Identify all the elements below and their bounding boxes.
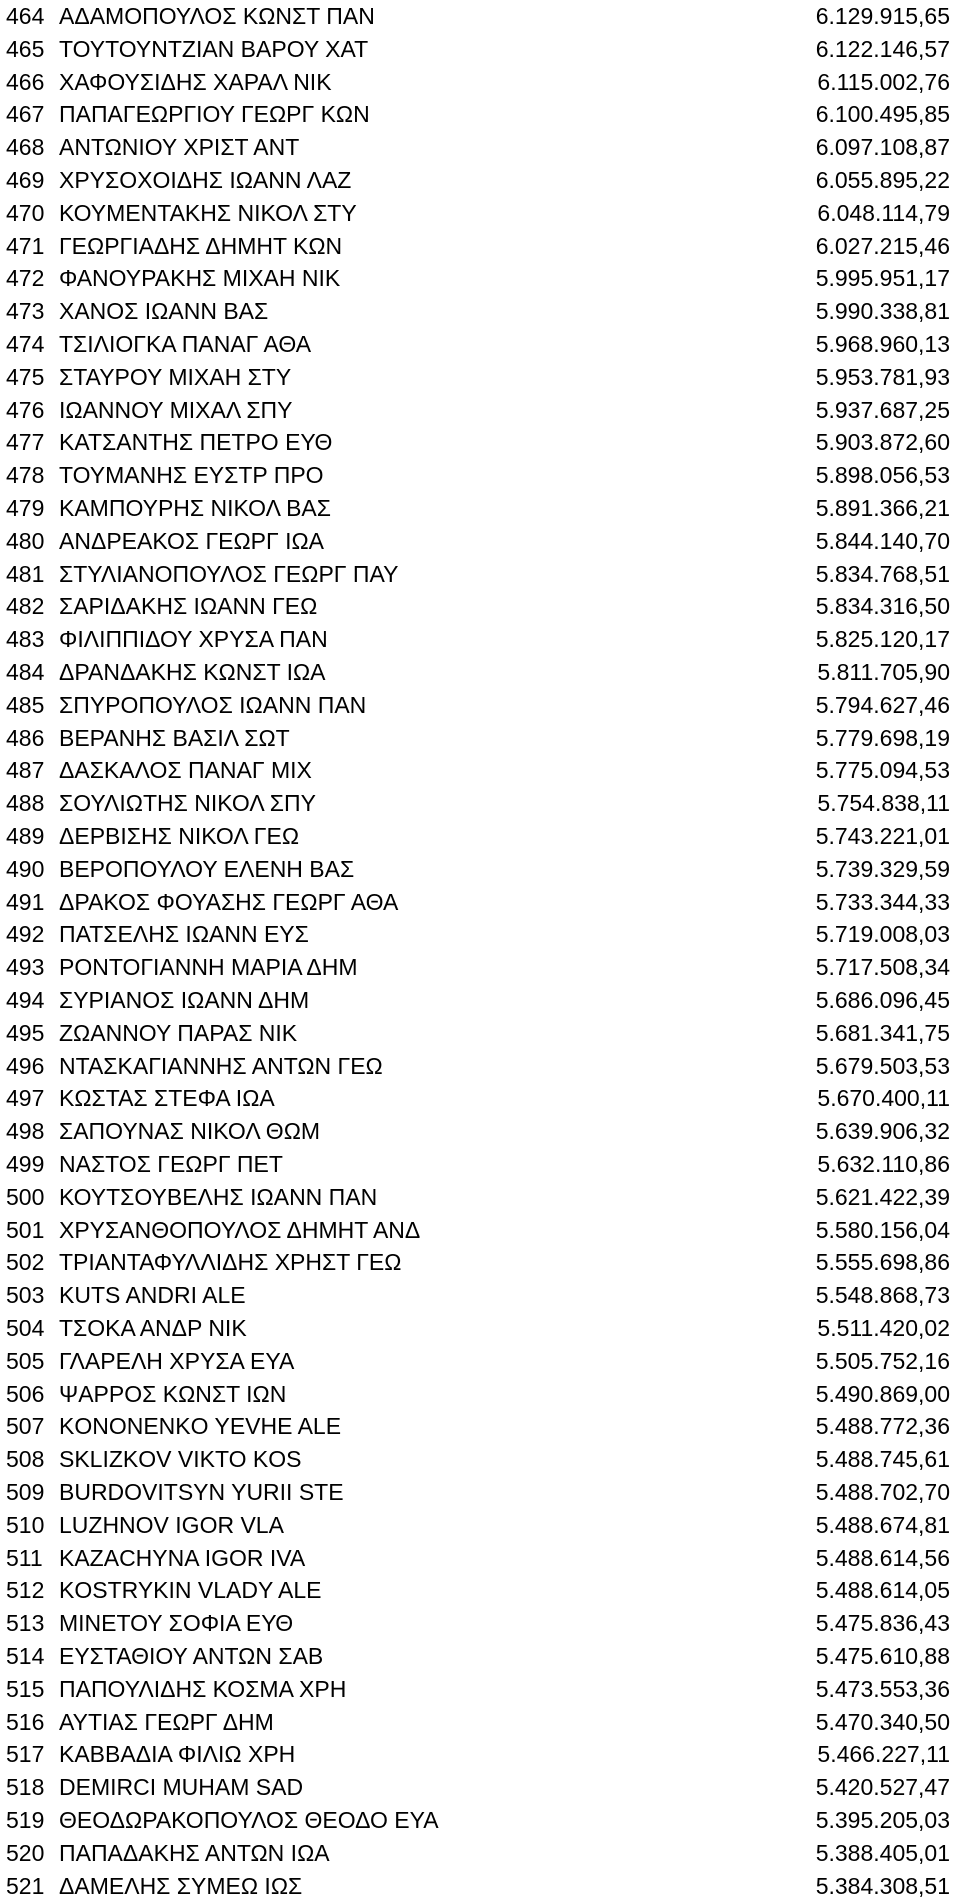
amount-value: 5.488.614,56 (815, 1544, 950, 1571)
person-name: ΧΡΥΣΑΝΘΟΠΟΥΛΟΣ ΔΗΜΗΤ ΑΝΔ (59, 1216, 421, 1243)
person-name: ΔΡΑΝΔΑΚΗΣ ΚΩΝΣΤ ΙΩΑ (59, 659, 326, 685)
person-name: ΝΤΑΣΚΑΓΙΑΝΝΗΣ ΑΝΤΩΝ ΓΕΩ (59, 1052, 383, 1079)
amount-value: 5.686.096,45 (815, 987, 950, 1013)
rank-number: 505 (6, 1347, 45, 1374)
list-row (0, 1279, 960, 1311)
rank-number: 486 (6, 724, 45, 751)
rank-number: 471 (6, 232, 45, 259)
person-name: ΚΑΜΠΟΥΡΗΣ ΝΙΚΟΛ ΒΑΣ (59, 495, 331, 521)
list-row (0, 1771, 960, 1803)
amount-value: 5.488.614,05 (815, 1577, 950, 1604)
list-row (0, 951, 960, 983)
list-row (0, 164, 960, 196)
list-row (0, 590, 960, 622)
person-name: ΧΑΝΟΣ ΙΩΑΝΝ ΒΑΣ (59, 298, 269, 325)
amount-value: 5.395.205,03 (815, 1807, 950, 1833)
rank-number: 468 (6, 134, 45, 161)
rank-number: 492 (6, 921, 45, 948)
person-name: KOSTRYKIN VLADY ALE (59, 1577, 322, 1604)
list-row (0, 1410, 960, 1442)
person-name: ΣΠΥΡΟΠΟΥΛΟΣ ΙΩΑΝΝ ΠΑΝ (59, 691, 367, 718)
amount-value: 5.834.768,51 (815, 560, 950, 587)
amount-value: 5.681.341,75 (815, 1019, 950, 1046)
list-row (0, 1673, 960, 1705)
amount-value: 6.048.114,79 (817, 199, 950, 226)
person-name: ΒΕΡΑΝΗΣ ΒΑΣΙΛ ΣΩΤ (59, 724, 290, 751)
amount-value: 5.488.702,70 (815, 1479, 950, 1505)
amount-value: 5.475.610,88 (815, 1643, 950, 1669)
list-row (0, 459, 960, 491)
amount-value: 5.733.344,33 (815, 888, 950, 915)
person-name: ΤΡΙΑΝΤΑΦΥΛΛΙΔΗΣ ΧΡΗΣΤ ΓΕΩ (59, 1249, 402, 1276)
list-row (0, 1804, 960, 1836)
amount-value: 5.844.140,70 (815, 527, 950, 554)
list-row (0, 1607, 960, 1639)
list-row (0, 98, 960, 130)
rank-number: 516 (6, 1708, 45, 1735)
amount-value: 5.743.221,01 (815, 823, 950, 849)
person-name: KUTS ANDRI ALE (59, 1282, 246, 1309)
rank-number: 475 (6, 363, 45, 390)
amount-value: 5.891.366,21 (815, 495, 950, 521)
rank-number: 521 (6, 1872, 45, 1899)
rank-number: 517 (6, 1741, 45, 1768)
list-row (0, 656, 960, 688)
person-name: ΔΡΑΚΟΣ ΦΟΥΑΣΗΣ ΓΕΩΡΓ ΑΘΑ (59, 888, 399, 915)
person-name: KAZACHYNA IGOR IVA (59, 1544, 306, 1571)
person-name: ΕΥΣΤΑΘΙΟΥ ΑΝΤΩΝ ΣΑΒ (59, 1643, 324, 1669)
amount-value: 5.388.405,01 (815, 1839, 950, 1866)
person-name: ΤΟΥΤΟΥΝΤΖΙΑΝ ΒΑΡΟΥ ΧΑΤ (59, 35, 369, 62)
rank-number: 479 (6, 495, 45, 521)
list-row (0, 1082, 960, 1114)
amount-value: 5.490.869,00 (815, 1380, 950, 1407)
rank-number: 518 (6, 1774, 45, 1801)
person-name: ΓΕΩΡΓΙΑΔΗΣ ΔΗΜΗΤ ΚΩΝ (59, 232, 343, 259)
rank-number: 487 (6, 757, 45, 784)
rank-number: 491 (6, 888, 45, 915)
list-row (0, 754, 960, 786)
rank-number: 490 (6, 855, 45, 882)
list-row (0, 820, 960, 852)
amount-value: 5.639.906,32 (815, 1118, 950, 1145)
list-row (0, 0, 960, 32)
amount-value: 5.968.960,13 (815, 331, 950, 357)
list-row (0, 426, 960, 458)
rank-number: 482 (6, 593, 45, 620)
list-row (0, 262, 960, 294)
rank-number: 481 (6, 560, 45, 587)
list-row (0, 1378, 960, 1410)
amount-value: 5.775.094,53 (815, 757, 950, 784)
person-name: ΖΩΑΝΝΟΥ ΠΑΡΑΣ ΝΙΚ (59, 1019, 298, 1046)
person-name: ΚΟΥΤΣΟΥΒΕΛΗΣ ΙΩΑΝΝ ΠΑΝ (59, 1183, 378, 1210)
amount-value: 5.470.340,50 (815, 1708, 950, 1735)
person-name: ΔΑΜΕΛΗΣ ΣΥΜΕΩ ΙΩΣ (59, 1872, 303, 1899)
list-row (0, 1443, 960, 1475)
amount-value: 5.834.316,50 (815, 593, 950, 620)
rank-number: 510 (6, 1511, 45, 1538)
rank-number: 472 (6, 265, 45, 292)
person-name: ΑΔΑΜΟΠΟΥΛΟΣ ΚΩΝΣΤ ΠΑΝ (59, 3, 375, 29)
rank-number: 470 (6, 199, 45, 226)
rank-number: 520 (6, 1839, 45, 1866)
rank-number: 488 (6, 790, 45, 817)
person-name: ΜΙΝΕΤΟΥ ΣΟΦΙΑ ΕΥΘ (59, 1610, 294, 1637)
list-row (0, 295, 960, 327)
person-name: SKLIZKOV VIKTO KOS (59, 1446, 302, 1473)
rank-number: 464 (6, 3, 45, 29)
person-name: ΝΑΣΤΟΣ ΓΕΩΡΓ ΠΕΤ (59, 1151, 283, 1177)
list-row (0, 722, 960, 754)
amount-value: 6.055.895,22 (815, 167, 950, 193)
person-name: ΘΕΟΔΩΡΑΚΟΠΟΥΛΟΣ ΘΕΟΔΟ ΕΥΑ (59, 1807, 439, 1833)
person-name: ΠΑΠΑΔΑΚΗΣ ΑΝΤΩΝ ΙΩΑ (59, 1839, 330, 1866)
amount-value: 5.473.553,36 (815, 1675, 950, 1702)
rank-number: 466 (6, 68, 45, 95)
rank-number: 506 (6, 1380, 45, 1407)
amount-value: 5.779.698,19 (815, 724, 950, 751)
rank-number: 485 (6, 691, 45, 718)
person-name: ΦΙΛΙΠΠΙΔΟΥ ΧΡΥΣΑ ΠΑΝ (59, 626, 328, 653)
rank-number: 484 (6, 659, 45, 685)
list-row (0, 1017, 960, 1049)
person-name: BURDOVITSYN YURII STE (59, 1479, 344, 1505)
rank-number: 513 (6, 1610, 45, 1637)
amount-value: 5.754.838,11 (817, 790, 950, 817)
rank-number: 504 (6, 1315, 45, 1341)
person-name: ΤΣΙΛΙΟΓΚΑ ΠΑΝΑΓ ΑΘΑ (59, 331, 312, 357)
list-row (0, 66, 960, 98)
rank-number: 483 (6, 626, 45, 653)
person-name: ΠΑΠΑΓΕΩΡΓΙΟΥ ΓΕΩΡΓ ΚΩΝ (59, 101, 370, 128)
amount-value: 6.027.215,46 (815, 232, 950, 259)
rank-number: 497 (6, 1085, 45, 1112)
amount-value: 5.739.329,59 (815, 855, 950, 882)
person-name: ΧΑΦΟΥΣΙΔΗΣ ΧΑΡΑΛ ΝΙΚ (59, 68, 332, 95)
list-row (0, 197, 960, 229)
person-name: ΣΑΠΟΥΝΑΣ ΝΙΚΟΛ ΘΩΜ (59, 1118, 321, 1145)
list-row (0, 623, 960, 655)
rank-number: 478 (6, 462, 45, 489)
list-row (0, 328, 960, 360)
list-row (0, 1509, 960, 1541)
amount-value: 6.115.002,76 (817, 68, 950, 95)
person-name: ΣΤΥΛΙΑΝΟΠΟΥΛΟΣ ΓΕΩΡΓ ΠΑΥ (59, 560, 399, 587)
list-row (0, 853, 960, 885)
person-name: ΠΑΠΟΥΛΙΔΗΣ ΚΟΣΜΑ ΧΡΗ (59, 1675, 347, 1702)
list-row (0, 492, 960, 524)
amount-value: 5.580.156,04 (815, 1216, 950, 1243)
list-row (0, 1640, 960, 1672)
rank-number: 499 (6, 1151, 45, 1177)
list-row (0, 1148, 960, 1180)
rank-number: 500 (6, 1183, 45, 1210)
person-name: LUZHNOV IGOR VLA (59, 1511, 284, 1538)
rank-number: 501 (6, 1216, 45, 1243)
person-name: ΣΑΡΙΔΑΚΗΣ ΙΩΑΝΝ ΓΕΩ (59, 593, 318, 620)
list-row (0, 787, 960, 819)
amount-value: 5.466.227,11 (817, 1741, 950, 1768)
amount-value: 6.122.146,57 (815, 35, 950, 62)
person-name: ΑΝΤΩΝΙΟΥ ΧΡΙΣΤ ΑΝΤ (59, 134, 300, 161)
person-name: ΧΡΥΣΟΧΟΙΔΗΣ ΙΩΑΝΝ ΛΑΖ (59, 167, 352, 193)
rank-number: 476 (6, 396, 45, 423)
amount-value: 5.384.308,51 (815, 1872, 950, 1899)
person-name: ΚΩΣΤΑΣ ΣΤΕΦΑ ΙΩΑ (59, 1085, 275, 1112)
amount-value: 5.679.503,53 (815, 1052, 950, 1079)
rank-number: 512 (6, 1577, 45, 1604)
person-name: ΙΩΑΝΝΟΥ ΜΙΧΑΛ ΣΠΥ (59, 396, 293, 423)
list-row (0, 1050, 960, 1082)
list-row (0, 394, 960, 426)
list-row (0, 1870, 960, 1902)
person-name: ΡΟΝΤΟΓΙΑΝΝΗ ΜΑΡΙΑ ΔΗΜ (59, 954, 358, 981)
list-row (0, 1214, 960, 1246)
rank-number: 494 (6, 987, 45, 1013)
rank-number: 511 (6, 1544, 43, 1571)
rank-number: 502 (6, 1249, 45, 1276)
list-row (0, 131, 960, 163)
amount-value: 5.548.868,73 (815, 1282, 950, 1309)
rank-number: 469 (6, 167, 45, 193)
amount-value: 5.488.745,61 (815, 1446, 950, 1473)
person-name: ΑΝΔΡΕΑΚΟΣ ΓΕΩΡΓ ΙΩΑ (59, 527, 324, 554)
list-row (0, 1345, 960, 1377)
amount-value: 5.670.400,11 (817, 1085, 950, 1112)
person-name: ΔΑΣΚΑΛΟΣ ΠΑΝΑΓ ΜΙΧ (59, 757, 312, 784)
amount-value: 5.903.872,60 (815, 429, 950, 456)
person-name: ΤΣΟΚΑ ΑΝΔΡ ΝΙΚ (59, 1315, 247, 1341)
rank-number: 507 (6, 1413, 45, 1440)
amount-value: 5.995.951,17 (815, 265, 950, 292)
list-row (0, 918, 960, 950)
person-name: ΔΕΡΒΙΣΗΣ ΝΙΚΟΛ ΓΕΩ (59, 823, 300, 849)
person-name: ΠΑΤΣΕΛΗΣ ΙΩΑΝΝ ΕΥΣ (59, 921, 309, 948)
amount-value: 6.129.915,65 (815, 3, 950, 29)
rank-number: 515 (6, 1675, 45, 1702)
amount-value: 5.953.781,93 (815, 363, 950, 390)
person-name: ΤΟΥΜΑΝΗΣ ΕΥΣΤΡ ΠΡΟ (59, 462, 324, 489)
rank-number: 519 (6, 1807, 45, 1833)
rank-number: 465 (6, 35, 45, 62)
amount-value: 6.097.108,87 (815, 134, 950, 161)
rank-number: 508 (6, 1446, 45, 1473)
person-name: ΚΑΤΣΑΝΤΗΣ ΠΕΤΡΟ ΕΥΘ (59, 429, 333, 456)
person-name: ΦΑΝΟΥΡΑΚΗΣ ΜΙΧΑΗ ΝΙΚ (59, 265, 341, 292)
rank-number: 489 (6, 823, 45, 849)
person-name: ΓΛΑΡΕΛΗ ΧΡΥΣΑ ΕΥΑ (59, 1347, 295, 1374)
list-row (0, 558, 960, 590)
person-name: ΣΤΑΥΡΟΥ ΜΙΧΑΗ ΣΤΥ (59, 363, 292, 390)
amount-value: 5.811.705,90 (817, 659, 950, 685)
amount-value: 5.937.687,25 (815, 396, 950, 423)
amount-value: 5.475.836,43 (815, 1610, 950, 1637)
person-name: ΑΥΤΙΑΣ ΓΕΩΡΓ ΔΗΜ (59, 1708, 274, 1735)
rank-number: 496 (6, 1052, 45, 1079)
amount-value: 5.825.120,17 (815, 626, 950, 653)
list-row (0, 689, 960, 721)
rank-number: 480 (6, 527, 45, 554)
amount-value: 5.632.110,86 (817, 1151, 950, 1177)
rank-number: 477 (6, 429, 45, 456)
person-name: ΣΥΡΙΑΝΟΣ ΙΩΑΝΝ ΔΗΜ (59, 987, 310, 1013)
person-name: ΚΑΒΒΑΔΙΑ ΦΙΛΙΩ ΧΡΗ (59, 1741, 296, 1768)
amount-value: 5.555.698,86 (815, 1249, 950, 1276)
amount-value: 5.990.338,81 (815, 298, 950, 325)
person-name: DEMIRCI MUHAM SAD (59, 1774, 304, 1801)
person-name: ΨΑΡΡΟΣ ΚΩΝΣΤ ΙΩΝ (59, 1380, 287, 1407)
list-row (0, 1476, 960, 1508)
rank-number: 474 (6, 331, 45, 357)
amount-value: 5.488.674,81 (815, 1511, 950, 1538)
list-row (0, 361, 960, 393)
rank-number: 503 (6, 1282, 45, 1309)
amount-value: 5.511.420,02 (817, 1315, 950, 1341)
amount-value: 5.621.422,39 (815, 1183, 950, 1210)
list-row (0, 1115, 960, 1147)
rank-number: 498 (6, 1118, 45, 1145)
list-row (0, 1706, 960, 1738)
list-row (0, 984, 960, 1016)
rank-number: 473 (6, 298, 45, 325)
list-row (0, 1574, 960, 1606)
list-row (0, 33, 960, 65)
person-name: ΒΕΡΟΠΟΥΛΟΥ ΕΛΕΝΗ ΒΑΣ (59, 855, 355, 882)
rank-number: 467 (6, 101, 45, 128)
list-row (0, 1246, 960, 1278)
list-row (0, 1181, 960, 1213)
person-name: KONONENKO YEVHE ALE (59, 1413, 342, 1440)
amount-value: 5.420.527,47 (815, 1774, 950, 1801)
amount-value: 5.794.627,46 (815, 691, 950, 718)
list-row (0, 886, 960, 918)
list-row (0, 525, 960, 557)
amount-value: 5.719.008,03 (815, 921, 950, 948)
amount-value: 5.505.752,16 (815, 1347, 950, 1374)
list-row (0, 1837, 960, 1869)
rank-number: 509 (6, 1479, 45, 1505)
list-row (0, 1738, 960, 1770)
rank-number: 493 (6, 954, 45, 981)
amount-value: 5.717.508,34 (815, 954, 950, 981)
list-row (0, 1312, 960, 1344)
person-name: ΚΟΥΜΕΝΤΑΚΗΣ ΝΙΚΟΛ ΣΤΥ (59, 199, 357, 226)
rank-number: 514 (6, 1643, 45, 1669)
amount-value: 5.898.056,53 (815, 462, 950, 489)
rank-number: 495 (6, 1019, 45, 1046)
list-row (0, 230, 960, 262)
amount-value: 6.100.495,85 (815, 101, 950, 128)
list-row (0, 1542, 960, 1574)
amount-value: 5.488.772,36 (815, 1413, 950, 1440)
person-name: ΣΟΥΛΙΩΤΗΣ ΝΙΚΟΛ ΣΠΥ (59, 790, 316, 817)
